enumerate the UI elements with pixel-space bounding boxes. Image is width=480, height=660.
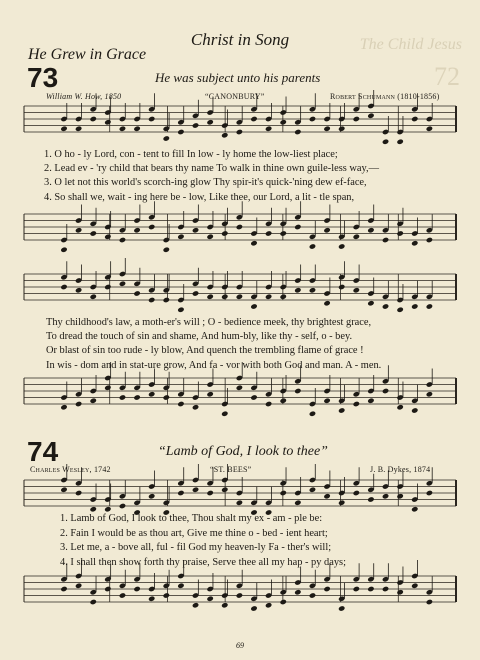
hymn-73-treble-staff-2-note — [163, 297, 170, 303]
hymn-73-treble-staff-2-note — [382, 303, 389, 309]
hymn-73-bass-staff-1-note — [338, 243, 345, 249]
hymn-73-bass-staff-1-note — [396, 230, 403, 236]
hymn-73-bass-staff-2-note — [353, 401, 360, 407]
hymn-73-verses-top — [44, 148, 454, 205]
hymn-73-treble-staff-1-note — [294, 129, 301, 135]
hymn-74-treble-staff-note — [353, 490, 360, 496]
hymn-73-bass-staff-2-note — [133, 394, 140, 400]
hymn-74-treble-staff-note — [382, 493, 389, 499]
hymn-73-bass-staff-1-note — [192, 227, 199, 233]
hymn-73-treble-staff-2-note — [221, 294, 228, 300]
hymn-73-title: He was subject unto his parents — [155, 70, 321, 85]
hymn-73-bass-staff-1-note — [90, 230, 97, 236]
hymn-74-verse-4: 4. I shall then show forth thy praise, Serve thee all my hap - py days; — [60, 556, 346, 568]
hymn-73-treble-staff-1-note — [119, 126, 126, 132]
show-through-title: The Child Jesus — [359, 36, 462, 53]
hymn-73-treble-staff-2-note — [294, 287, 301, 293]
hymn-73-treble-staff-2-note — [133, 290, 140, 296]
hymn-73-bass-staff-2-note — [206, 391, 213, 397]
hymn-74-treble-staff-note — [75, 490, 82, 496]
hymn-73-verse-2-line-a: 2. Lead ev - 'ry child that bears thy name To walk in thine own guile-less way,— — [44, 163, 380, 175]
hymn-73-bass-staff-2-note — [90, 398, 97, 404]
hymn-74-treble-staff-note — [426, 490, 433, 496]
hymn-73-treble-staff-2-note — [338, 284, 345, 290]
hymn-73-bass-staff-2-note — [177, 401, 184, 407]
hymn-73-verse-3-line-a: 3. O let not this world's scorch-ing glow Thy spir-it's quick-'ning dew ef-face, — [44, 177, 367, 189]
hymn-74-author: Charles Wesley, 1742 — [30, 465, 111, 474]
hymn-73-bass-staff-1-note — [75, 227, 82, 233]
hymn-73-treble-staff-1-note — [163, 135, 170, 141]
hymn-74-treble-staff-note — [309, 487, 316, 493]
hymn-73-bass-staff-1-note — [265, 230, 272, 236]
hymn-73-treble-staff-1-note — [60, 126, 67, 132]
hymn-74-number: 74 — [27, 436, 59, 467]
hymn-73-treble-staff-1-note — [382, 139, 389, 145]
hymn-74-bass-staff-note — [221, 602, 228, 608]
hymn-73-treble-staff-1-note — [396, 139, 403, 145]
hymn-74-treble-staff-note — [396, 493, 403, 499]
hymn-74-bass-staff-note — [177, 583, 184, 589]
page-header: Christ in Song — [190, 30, 290, 49]
hymn-74-treble-staff-note — [192, 487, 199, 493]
hymn-74-bass-staff-note — [353, 586, 360, 592]
hymn-73-treble-staff-1-note — [353, 116, 360, 122]
hymn-74-bass-staff-note — [119, 592, 126, 598]
hymn-74-treble-staff-note — [206, 490, 213, 496]
hymn-73-bass-staff-1-note — [294, 224, 301, 230]
hymn-73-bass-staff-2-note — [60, 404, 67, 410]
hymn-73-treble-staff-2-note — [265, 294, 272, 300]
hymn-73-composer: Robert Schumann (1810-1856) — [330, 92, 440, 101]
hymn-74-bass-staff-note — [323, 586, 330, 592]
hymn-73-bass-staff-2-note — [265, 401, 272, 407]
hymn-74-treble-staff-note — [323, 493, 330, 499]
page-number: 69 — [236, 641, 244, 650]
hymn-73-treble-staff-2-note — [280, 294, 287, 300]
hymn-73-bass-staff-1-note — [119, 237, 126, 243]
hymn-73-bass-staff-2 — [24, 374, 456, 410]
hymn-74-bass-staff-note — [192, 602, 199, 608]
hymn-73-bass-staff-2-note — [338, 407, 345, 413]
hymn-73-treble-staff-2-note — [90, 294, 97, 300]
hymn-73-treble-staff-2-note — [148, 297, 155, 303]
hymn-73-bass-staff-1-note — [133, 227, 140, 233]
hymn-73-verse-2-line-b: To dread the touch of sin and shame, And hum-bly, like thy - self, o - bey. — [46, 331, 353, 343]
hymn-73-bass-staff-1-note — [367, 227, 374, 233]
hymn-73-bass-staff-1-note — [280, 230, 287, 236]
hymn-74-verses — [60, 512, 470, 570]
hymn-74-treble-staff-note — [119, 503, 126, 509]
hymn-74-bass-staff-note — [265, 602, 272, 608]
hymn-73-verse-4-line-a: 4. So shall we, wait - ing here be - low, Like thee, our Lord, a lit - tle span, — [44, 191, 355, 203]
hymn-74-tune: “ST. BEES” — [210, 465, 252, 474]
hymn-73-number: 73 — [27, 62, 59, 93]
hymn-74-composer: J. B. Dykes, 1874 — [370, 465, 431, 474]
hymn-73-treble-staff-2-note — [60, 284, 67, 290]
hymn-73-tune: “CANONBURY” — [205, 92, 265, 101]
hymn-74-bass-staff — [24, 572, 456, 608]
hymn-73-bass-staff-2-note — [367, 398, 374, 404]
show-through-number: 72 — [434, 62, 460, 91]
hymn-73-bass-staff-2-note — [309, 411, 316, 417]
hymn-74-bass-staff-note — [396, 589, 403, 595]
hymn-74-verse-1: 1. Lamb of God, I look to thee, Thou shalt my ex - am - ple be: — [60, 513, 323, 524]
hymn-73-verses-bottom — [46, 316, 456, 373]
hymn-73-treble-staff-2-note — [309, 287, 316, 293]
hymn-74-treble-staff-note — [280, 490, 287, 496]
hymn-73-treble-staff-1 — [24, 102, 456, 138]
hymn-73-treble-staff-2-note — [411, 303, 418, 309]
hymn-73-treble-staff-2-note — [104, 284, 111, 290]
hymn-74-bass-staff-note — [236, 592, 243, 598]
hymn-74-treble-staff-note — [177, 490, 184, 496]
hymn-73-bass-staff-1-note — [206, 234, 213, 240]
hymn-74-bass-staff-note — [163, 592, 170, 598]
hymn-73-bass-staff-2-note — [250, 394, 257, 400]
hymn-74-bass-staff-note — [104, 586, 111, 592]
hymn-74-bass-staff-note — [206, 596, 213, 602]
hymn-73-treble-staff-2-note — [250, 303, 257, 309]
hymn-74-bass-staff-note — [133, 586, 140, 592]
hymn-73-bass-staff-1-note — [60, 247, 67, 253]
hymn-73-treble-staff-2 — [24, 270, 456, 306]
hymn-73-bass-staff-2-note — [236, 385, 243, 391]
hymn-73-treble-staff-2-note — [426, 303, 433, 309]
hymn-74-treble-staff-note — [338, 500, 345, 506]
hymn-73-bass-staff-1-note — [177, 234, 184, 240]
hymn-73-bass-staff-1-note — [236, 224, 243, 230]
hymn-73-bass-staff-2-note — [119, 394, 126, 400]
hymn-73-treble-staff-1-note — [148, 116, 155, 122]
hymn-74-bass-staff-note — [280, 599, 287, 605]
hymn-74-bass-staff-note — [411, 583, 418, 589]
hymn-73-treble-staff-1-note — [265, 126, 272, 132]
hymn-74-treble-staff-note — [236, 500, 243, 506]
hymn-73-bass-staff-1-note — [323, 227, 330, 233]
hymn-74-treble-staff-note — [221, 487, 228, 493]
hymn-73-bass-staff-2-note — [396, 404, 403, 410]
hymn-73-bass-staff-1-note — [382, 237, 389, 243]
hymn-73-treble-staff-1-note — [411, 116, 418, 122]
hymn-73-treble-staff-2-note — [192, 290, 199, 296]
hymn-73-bass-staff-1-note — [250, 240, 257, 246]
hymn-73-treble-staff-1-note — [367, 113, 374, 119]
hymn-73-subject: He Grew in Grace — [28, 46, 147, 63]
hymn-73-treble-staff-1-note — [426, 126, 433, 132]
hymn-74-bass-staff-note — [426, 599, 433, 605]
hymn-73-treble-staff-1-note — [192, 122, 199, 128]
hymn-73-treble-staff-2-note — [396, 307, 403, 313]
hymn-73-bass-staff-1-note — [163, 247, 170, 253]
hymn-74-treble-staff-note — [60, 487, 67, 493]
hymn-73-bass-staff-1-note — [411, 240, 418, 246]
hymn-73-treble-staff-1-note — [75, 126, 82, 132]
hymn-73-bass-staff-1-note — [309, 243, 316, 249]
hymn-74-bass-staff-note — [75, 583, 82, 589]
hymn-73-bass-staff-2-note — [221, 411, 228, 417]
hymn-73-bass-staff-2-note — [294, 388, 301, 394]
hymn-73-treble-staff-1-note — [177, 129, 184, 135]
hymn-74-bass-staff-note — [294, 589, 301, 595]
hymn-73-bass-staff-1-note — [148, 224, 155, 230]
hymn-73-bass-staff-2-note — [75, 401, 82, 407]
hymn-74-bass-staff-note — [60, 586, 67, 592]
hymn-73-author: William W. How, 1850 — [46, 92, 122, 101]
hymn-73-treble-staff-1-note — [280, 119, 287, 125]
hymn-73-bass-staff-2-note — [426, 391, 433, 397]
hymn-73-bass-staff-1-note — [426, 237, 433, 243]
hymn-73-bass-staff-2-note — [280, 398, 287, 404]
hymn-73-verse-3-line-b: Or blast of sin too rude - ly blow, And quench the trembling flame of grace ! — [46, 345, 364, 357]
hymn-73-treble-staff-1-note — [309, 116, 316, 122]
hymn-74-treble-staff-note — [367, 496, 374, 502]
hymn-73-treble-staff-1-note — [221, 132, 228, 138]
hymn-73-treble-staff-2-note — [353, 287, 360, 293]
hymn-73-treble-staff-2-note — [323, 300, 330, 306]
hymn-73-bass-staff-2-note — [411, 407, 418, 413]
hymn-73-bass-staff-1-note — [221, 230, 228, 236]
hymn-74-bass-staff-note — [148, 596, 155, 602]
hymn-74-bass-staff-note — [382, 586, 389, 592]
hymn-74-verse-3: 3. Let me, a - bove all, ful - fil God my heaven-ly Fa - ther's will; — [60, 542, 332, 554]
hymn-74-bass-staff-note — [309, 592, 316, 598]
hymn-73-treble-staff-2-note — [177, 307, 184, 313]
hymn-74-treble-staff-note — [294, 500, 301, 506]
hymn-73-treble-staff-1-note — [323, 126, 330, 132]
hymn-74-bass-staff-note — [250, 605, 257, 611]
hymn-73-treble-staff-2-note — [75, 287, 82, 293]
hymn-73-bass-staff-2-note — [323, 398, 330, 404]
hymn-73-treble-staff-1-note — [133, 126, 140, 132]
hymn-73-bass-staff-2-note — [163, 394, 170, 400]
hymn-74-bass-staff-note — [338, 605, 345, 611]
hymn-74-title: “Lamb of God, I look to thee” — [158, 444, 328, 459]
hymn-74-bass-staff-note — [90, 599, 97, 605]
hymn-73-treble-staff-1-note — [250, 116, 257, 122]
hymn-73-bass-staff-2-note — [104, 385, 111, 391]
hymn-74-bass-staff-note — [367, 586, 374, 592]
hymn-73-bass-staff-1 — [24, 210, 456, 246]
hymn-73-treble-staff-1-note — [90, 116, 97, 122]
hymn-73-treble-staff-2-note — [367, 300, 374, 306]
hymn-73-treble-staff-1-note — [338, 126, 345, 132]
hymn-74-treble-staff-note — [148, 493, 155, 499]
hymn-73-treble-staff-2-note — [236, 294, 243, 300]
hymn-73-verse-1-line-a: 1. O ho - ly Lord, con - tent to fill In low - ly home the low-liest place; — [44, 149, 338, 160]
hymn-74-verse-2: 2. Fain I would be as thou art, Give me thine o - bed - ient heart; — [60, 527, 328, 539]
hymn-74-treble-staff — [24, 476, 456, 512]
hymn-73-bass-staff-2-note — [382, 388, 389, 394]
hymn-73-treble-staff-2-note — [206, 294, 213, 300]
hymn-73-verse-4-line-b: In wis - dom and in stat-ure grow, And fa - vor with both God and man. A - men. — [46, 359, 382, 371]
hymn-73-treble-staff-2-note — [119, 281, 126, 287]
hymn-73-bass-staff-2-note — [148, 391, 155, 397]
hymn-73-bass-staff-1-note — [104, 234, 111, 240]
hymn-73-bass-staff-2-note — [192, 404, 199, 410]
hymn-73-treble-staff-1-note — [236, 129, 243, 135]
hymn-73-treble-staff-1-note — [206, 119, 213, 125]
hymn-73-bass-staff-1-note — [353, 234, 360, 240]
hymn-73-treble-staff-1-note — [104, 119, 111, 125]
hymn-73-verse-1-line-b: Thy childhood's law, a moth-er's will ; O - bedience meek, thy brightest grace, — [46, 317, 372, 328]
